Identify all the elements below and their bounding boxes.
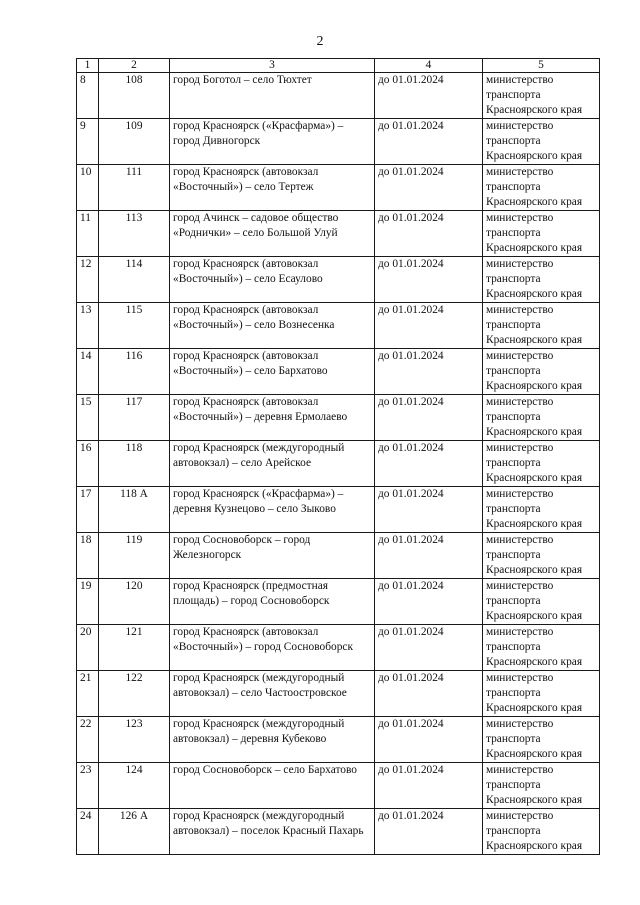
route-number: 126 А [99,809,170,855]
table-row [77,119,600,165]
validity-date: до 01.01.2024 [375,165,483,211]
table-row [77,717,600,763]
header-row [77,59,600,73]
responsible-organization: министерство транспорта Красноярского края [483,211,600,257]
responsible-organization: министерство транспорта Красноярского края [483,717,600,763]
route-path: город Красноярск (междугородный автовокзал) – село Частоостровское [170,671,375,717]
route-number: 124 [99,763,170,809]
route-number: 118 А [99,487,170,533]
column-header-4: 4 [375,59,483,73]
route-path: город Красноярск (автовокзал «Восточный») – село Бархатово [170,349,375,395]
responsible-organization: министерство транспорта Красноярского края [483,73,600,119]
validity-date: до 01.01.2024 [375,579,483,625]
table-row [77,579,600,625]
route-path: город Красноярск (автовокзал «Восточный») – село Вознесенка [170,303,375,349]
route-number: 120 [99,579,170,625]
table-row [77,763,600,809]
route-path: город Красноярск (междугородный автовокзал) – поселок Красный Пахарь [170,809,375,855]
route-path: город Красноярск (предмостная площадь) – город Сосновоборск [170,579,375,625]
row-number: 23 [77,763,99,809]
route-path: город Красноярск (автовокзал «Восточный») – город Сосновоборск [170,625,375,671]
responsible-organization: министерство транспорта Красноярского края [483,579,600,625]
responsible-organization: министерство транспорта Красноярского края [483,119,600,165]
row-number: 13 [77,303,99,349]
table-row [77,303,600,349]
responsible-organization: министерство транспорта Красноярского края [483,395,600,441]
routes-table [76,58,600,855]
row-number: 8 [77,73,99,119]
validity-date: до 01.01.2024 [375,441,483,487]
route-path: город Красноярск («Красфарма») – город Дивногорск [170,119,375,165]
row-number: 19 [77,579,99,625]
row-number: 20 [77,625,99,671]
validity-date: до 01.01.2024 [375,625,483,671]
row-number: 17 [77,487,99,533]
responsible-organization: министерство транспорта Красноярского края [483,165,600,211]
responsible-organization: министерство транспорта Красноярского края [483,441,600,487]
validity-date: до 01.01.2024 [375,395,483,441]
route-path: город Ачинск – садовое общество «Роднички» – село Большой Улуй [170,211,375,257]
column-header-1: 1 [77,59,99,73]
row-number: 10 [77,165,99,211]
row-number: 22 [77,717,99,763]
responsible-organization: министерство транспорта Красноярского края [483,809,600,855]
route-number: 118 [99,441,170,487]
table-row [77,487,600,533]
validity-date: до 01.01.2024 [375,717,483,763]
table-row [77,671,600,717]
route-path: город Красноярск (междугородный автовокзал) – село Арейское [170,441,375,487]
route-number: 114 [99,257,170,303]
route-path: город Красноярск (автовокзал «Восточный») – село Есаулово [170,257,375,303]
row-number: 24 [77,809,99,855]
route-path: город Красноярск (междугородный автовокзал) – деревня Кубеково [170,717,375,763]
route-number: 113 [99,211,170,257]
route-number: 109 [99,119,170,165]
row-number: 18 [77,533,99,579]
table-row [77,395,600,441]
route-number: 122 [99,671,170,717]
validity-date: до 01.01.2024 [375,257,483,303]
table-row [77,625,600,671]
responsible-organization: министерство транспорта Красноярского края [483,303,600,349]
route-number: 116 [99,349,170,395]
validity-date: до 01.01.2024 [375,303,483,349]
row-number: 12 [77,257,99,303]
row-number: 9 [77,119,99,165]
table-header [77,59,600,73]
route-path: город Красноярск (автовокзал «Восточный») – село Тертеж [170,165,375,211]
validity-date: до 01.01.2024 [375,487,483,533]
table-row [77,533,600,579]
route-number: 123 [99,717,170,763]
route-number: 121 [99,625,170,671]
row-number: 15 [77,395,99,441]
table-row [77,809,600,855]
table-row [77,441,600,487]
validity-date: до 01.01.2024 [375,119,483,165]
table-row [77,73,600,119]
validity-date: до 01.01.2024 [375,533,483,579]
table-body [77,73,600,855]
responsible-organization: министерство транспорта Красноярского края [483,487,600,533]
validity-date: до 01.01.2024 [375,671,483,717]
table-row [77,349,600,395]
route-path: город Красноярск (автовокзал «Восточный») – деревня Ермолаево [170,395,375,441]
table-row [77,165,600,211]
row-number: 16 [77,441,99,487]
validity-date: до 01.01.2024 [375,763,483,809]
route-number: 115 [99,303,170,349]
responsible-organization: министерство транспорта Красноярского края [483,533,600,579]
route-path: город Сосновоборск – город Железногорск [170,533,375,579]
row-number: 14 [77,349,99,395]
validity-date: до 01.01.2024 [375,73,483,119]
responsible-organization: министерство транспорта Красноярского края [483,671,600,717]
validity-date: до 01.01.2024 [375,211,483,257]
column-header-3: 3 [170,59,375,73]
route-number: 108 [99,73,170,119]
row-number: 11 [77,211,99,257]
route-path: город Боготол – село Тюхтет [170,73,375,119]
responsible-organization: министерство транспорта Красноярского края [483,349,600,395]
page-number: 2 [316,34,324,49]
route-number: 119 [99,533,170,579]
column-header-2: 2 [99,59,170,73]
column-header-5: 5 [483,59,600,73]
validity-date: до 01.01.2024 [375,349,483,395]
route-number: 111 [99,165,170,211]
responsible-organization: министерство транспорта Красноярского края [483,763,600,809]
responsible-organization: министерство транспорта Красноярского края [483,625,600,671]
table-row [77,257,600,303]
row-number: 21 [77,671,99,717]
responsible-organization: министерство транспорта Красноярского края [483,257,600,303]
table-row [77,211,600,257]
route-number: 117 [99,395,170,441]
route-path: город Красноярск («Красфарма») – деревня Кузнецово – село Зыково [170,487,375,533]
route-path: город Сосновоборск – село Бархатово [170,763,375,809]
validity-date: до 01.01.2024 [375,809,483,855]
